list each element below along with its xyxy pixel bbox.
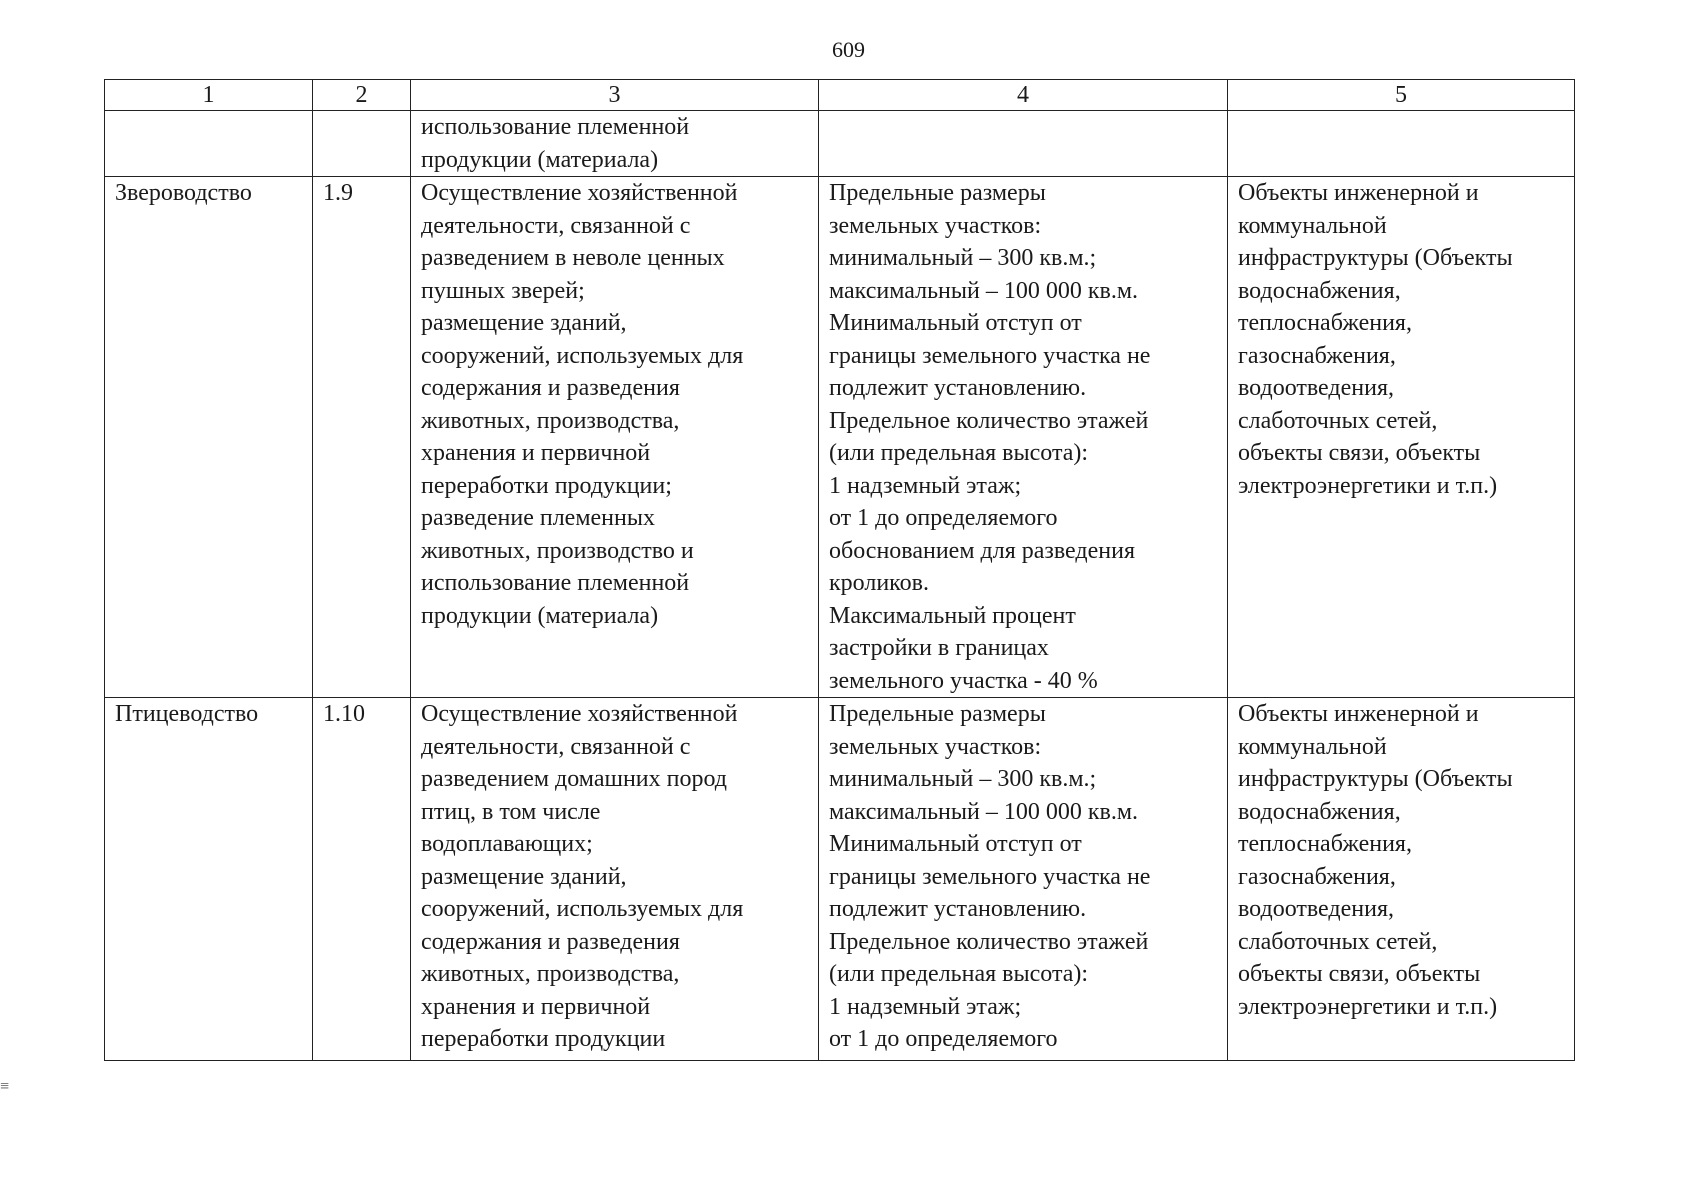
cell-text-line: минимальный – 300 кв.м.; bbox=[829, 766, 1097, 792]
cell-text-line: (или предельная высота): bbox=[829, 961, 1089, 987]
cell-parameters bbox=[819, 698, 1228, 1061]
cell-description bbox=[411, 111, 819, 177]
cell-text-line: продукции (материала) bbox=[421, 602, 659, 629]
cell-text-line: теплоснабжения, bbox=[1238, 831, 1412, 857]
cell-text-line: теплоснабжения, bbox=[1238, 310, 1412, 336]
cell-text-line: водоснабжения, bbox=[1238, 798, 1401, 825]
table-row bbox=[105, 111, 1575, 177]
cell-use-type bbox=[105, 698, 313, 1061]
cell-parameters bbox=[819, 111, 1228, 177]
cell-text-line: 1 надземный этаж; bbox=[829, 993, 1022, 1020]
cell-text-line: земельного участка - 40 % bbox=[829, 667, 1098, 694]
cell-text-line: разведением в неволе ценных bbox=[421, 245, 725, 271]
cell-text-line: использование племенной bbox=[421, 570, 690, 596]
column-header-3: 3 bbox=[411, 80, 819, 111]
cell-description bbox=[411, 177, 819, 698]
cell-text-line: земельных участков: bbox=[829, 733, 1042, 760]
cell-text-line: размещение зданий, bbox=[421, 863, 627, 890]
cell-text-line: максимальный – 100 000 кв.м. bbox=[829, 277, 1139, 304]
cell-text-line: водоплавающих; bbox=[421, 831, 593, 857]
cell-text-line: использование племенной bbox=[421, 114, 690, 140]
cell-auxiliary-uses bbox=[1228, 177, 1575, 698]
cell-text-line: Предельные размеры bbox=[829, 701, 1046, 727]
margin-mark: ≡ bbox=[0, 1078, 10, 1095]
cell-text-line: обоснованием для разведения bbox=[829, 537, 1135, 564]
cell-use-type bbox=[105, 177, 313, 698]
cell-text-line: сооружений, используемых для bbox=[421, 896, 744, 922]
cell-text-line: слаботочных сетей, bbox=[1238, 928, 1438, 955]
cell-auxiliary-uses bbox=[1228, 111, 1575, 177]
cell-text-line: Предельные размеры bbox=[829, 180, 1046, 206]
cell-text-line: объекты связи, объекты bbox=[1238, 961, 1481, 987]
cell-text-line: границы земельного участка не bbox=[829, 342, 1151, 369]
cell-text-line: Предельное количество этажей bbox=[829, 407, 1149, 434]
cell-text-line: максимальный – 100 000 кв.м. bbox=[829, 798, 1139, 825]
cell-text-line: Осуществление хозяйственной bbox=[421, 180, 738, 206]
cell-text-line: застройки в границах bbox=[829, 635, 1049, 661]
cell-code bbox=[313, 111, 411, 177]
cell-text-line: подлежит установлению. bbox=[829, 896, 1087, 922]
cell-text-line: кроликов. bbox=[829, 570, 929, 596]
cell-text-line: пушных зверей; bbox=[421, 277, 585, 304]
cell-text-line: водоотведения, bbox=[1238, 375, 1394, 401]
cell-text-line: Предельное количество этажей bbox=[829, 928, 1149, 955]
cell-text-line: животных, производства, bbox=[421, 961, 680, 987]
column-header-1: 1 bbox=[105, 80, 313, 111]
table-header-row bbox=[105, 80, 1575, 111]
cell-text-line: подлежит установлению. bbox=[829, 375, 1087, 401]
cell-text-line: водоотведения, bbox=[1238, 896, 1394, 922]
cell-text-line: сооружений, используемых для bbox=[421, 342, 744, 369]
cell-text-line: деятельности, связанной с bbox=[421, 733, 691, 760]
cell-text-line: водоснабжения, bbox=[1238, 277, 1401, 304]
cell-text-line: деятельности, связанной с bbox=[421, 212, 691, 239]
column-header-2: 2 bbox=[313, 80, 411, 111]
table-row bbox=[105, 177, 1575, 698]
cell-text-line: Птицеводство bbox=[115, 701, 259, 727]
cell-text-line: хранения и первичной bbox=[421, 440, 651, 466]
cell-text-line: Объекты инженерной и bbox=[1238, 701, 1479, 727]
cell-parameters bbox=[819, 177, 1228, 698]
cell-code bbox=[313, 698, 411, 1061]
page-number: 609 bbox=[832, 37, 865, 62]
cell-text-line: хранения и первичной bbox=[421, 993, 651, 1020]
cell-text-line: птиц, в том числе bbox=[421, 798, 601, 825]
cell-text-line: слаботочных сетей, bbox=[1238, 407, 1438, 434]
cell-text-line: минимальный – 300 кв.м.; bbox=[829, 245, 1097, 271]
cell-text-line: инфраструктуры (Объекты bbox=[1238, 766, 1513, 792]
cell-text-line: Осуществление хозяйственной bbox=[421, 701, 738, 727]
cell-text-line: коммунальной bbox=[1238, 733, 1387, 760]
cell-text-line: газоснабжения, bbox=[1238, 863, 1396, 890]
column-header-4: 4 bbox=[819, 80, 1228, 111]
cell-text-line: границы земельного участка не bbox=[829, 863, 1151, 890]
cell-text-line: разведением домашних пород bbox=[421, 766, 728, 792]
land-use-table bbox=[104, 79, 1575, 1061]
cell-code bbox=[313, 177, 411, 698]
column-header-5: 5 bbox=[1228, 80, 1575, 111]
cell-auxiliary-uses bbox=[1228, 698, 1575, 1061]
cell-text-line: 1 надземный этаж; bbox=[829, 472, 1022, 499]
cell-text-line: Минимальный отступ от bbox=[829, 310, 1082, 336]
cell-text-line: от 1 до определяемого bbox=[829, 505, 1058, 531]
cell-text-line: содержания и разведения bbox=[421, 375, 680, 401]
cell-text-line: разведение племенных bbox=[421, 505, 655, 531]
cell-text-line: размещение зданий, bbox=[421, 310, 627, 336]
cell-text-line: от 1 до определяемого bbox=[829, 1026, 1058, 1052]
cell-text-line: 1.9 bbox=[323, 180, 353, 206]
cell-text-line: животных, производство и bbox=[421, 537, 694, 564]
cell-text-line: 1.10 bbox=[323, 701, 365, 727]
cell-text-line: переработки продукции; bbox=[421, 472, 672, 499]
cell-description bbox=[411, 698, 819, 1061]
cell-text-line: продукции (материала) bbox=[421, 146, 659, 173]
cell-text-line: животных, производства, bbox=[421, 407, 680, 434]
cell-text-line: электроэнергетики и т.п.) bbox=[1238, 472, 1498, 499]
cell-text-line: Звероводство bbox=[115, 180, 252, 206]
cell-text-line: объекты связи, объекты bbox=[1238, 440, 1481, 466]
cell-text-line: коммунальной bbox=[1238, 212, 1387, 239]
cell-text-line: инфраструктуры (Объекты bbox=[1238, 245, 1513, 271]
cell-text-line: электроэнергетики и т.п.) bbox=[1238, 993, 1498, 1020]
table-row bbox=[105, 698, 1575, 1061]
cell-use-type bbox=[105, 111, 313, 177]
cell-text-line: Минимальный отступ от bbox=[829, 831, 1082, 857]
cell-text-line: (или предельная высота): bbox=[829, 440, 1089, 466]
cell-text-line: Максимальный процент bbox=[829, 602, 1076, 629]
cell-text-line: Объекты инженерной и bbox=[1238, 180, 1479, 206]
cell-text-line: газоснабжения, bbox=[1238, 342, 1396, 369]
cell-text-line: переработки продукции bbox=[421, 1026, 666, 1052]
cell-text-line: содержания и разведения bbox=[421, 928, 680, 955]
cell-text-line: земельных участков: bbox=[829, 212, 1042, 239]
